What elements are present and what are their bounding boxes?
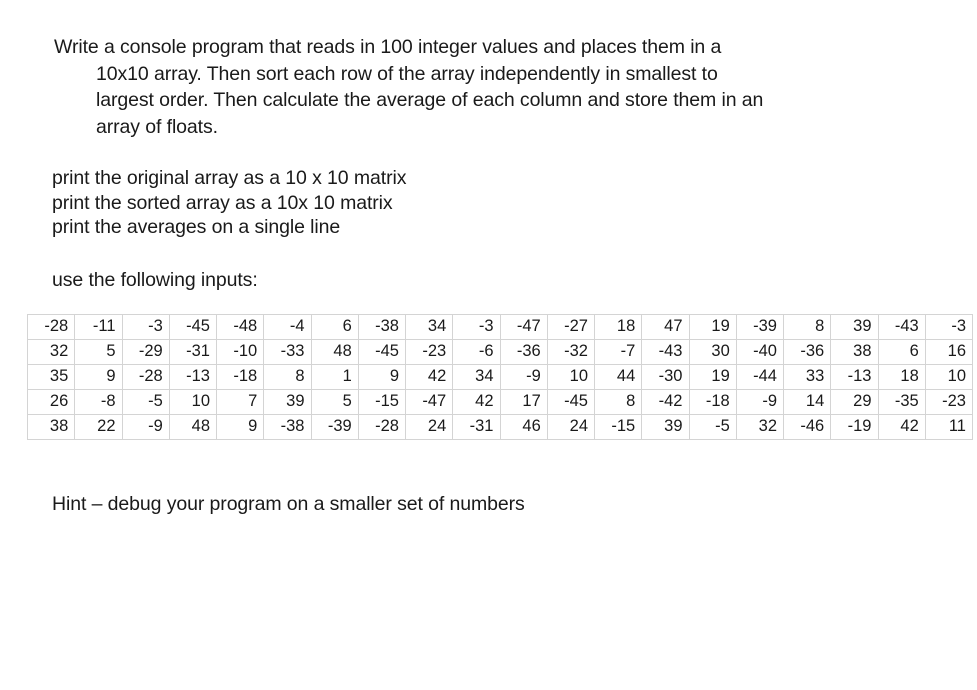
table-row xyxy=(28,339,973,364)
table-cell: -45 xyxy=(169,314,216,339)
table-cell: 39 xyxy=(831,314,878,339)
print-instruction-line: print the sorted array as a 10x 10 matrix xyxy=(52,191,393,214)
table-cell: -31 xyxy=(453,414,500,439)
table-cell: 17 xyxy=(500,389,547,414)
input-data-table xyxy=(27,314,973,440)
table-cell: -3 xyxy=(453,314,500,339)
table-cell: -23 xyxy=(925,389,972,414)
table-cell: -6 xyxy=(453,339,500,364)
table-cell: 1 xyxy=(311,364,358,389)
table-cell: 39 xyxy=(642,414,689,439)
table-cell: -44 xyxy=(736,364,783,389)
table-cell: 46 xyxy=(500,414,547,439)
table-cell: -43 xyxy=(642,339,689,364)
table-cell: 44 xyxy=(595,364,642,389)
table-cell: 38 xyxy=(831,339,878,364)
table-cell: -35 xyxy=(878,389,925,414)
table-cell: -43 xyxy=(878,314,925,339)
table-cell: -38 xyxy=(264,414,311,439)
table-cell: -18 xyxy=(689,389,736,414)
table-cell: -39 xyxy=(311,414,358,439)
table-cell: -13 xyxy=(169,364,216,389)
inputs-label: use the following inputs: xyxy=(52,268,258,291)
table-cell: -40 xyxy=(736,339,783,364)
table-cell: 6 xyxy=(878,339,925,364)
print-instructions xyxy=(52,166,953,240)
table-cell: -30 xyxy=(642,364,689,389)
intro-line: array of floats. xyxy=(96,115,218,138)
table-cell: -3 xyxy=(925,314,972,339)
table-cell: 9 xyxy=(217,414,264,439)
table-cell: -11 xyxy=(75,314,122,339)
table-cell: -45 xyxy=(547,389,594,414)
table-cell: -47 xyxy=(500,314,547,339)
table-cell: -9 xyxy=(122,414,169,439)
table-cell: -9 xyxy=(500,364,547,389)
table-cell: 18 xyxy=(595,314,642,339)
table-cell: 10 xyxy=(547,364,594,389)
table-cell: 5 xyxy=(75,339,122,364)
table-cell: 22 xyxy=(75,414,122,439)
table-cell: -15 xyxy=(358,389,405,414)
table-cell: -23 xyxy=(406,339,453,364)
table-cell: 16 xyxy=(925,339,972,364)
table-cell: -13 xyxy=(831,364,878,389)
table-body xyxy=(28,314,973,439)
table-cell: 10 xyxy=(169,389,216,414)
table-cell: -45 xyxy=(358,339,405,364)
table-cell: -3 xyxy=(122,314,169,339)
table-cell: -5 xyxy=(689,414,736,439)
table-cell: 18 xyxy=(878,364,925,389)
table-cell: 32 xyxy=(736,414,783,439)
intro-paragraph xyxy=(54,34,934,140)
table-cell: 42 xyxy=(406,364,453,389)
table-cell: 9 xyxy=(75,364,122,389)
table-cell: -46 xyxy=(784,414,831,439)
table-row xyxy=(28,414,973,439)
table-row xyxy=(28,314,973,339)
table-cell: -28 xyxy=(122,364,169,389)
table-cell: -33 xyxy=(264,339,311,364)
table-cell: 26 xyxy=(28,389,75,414)
table-cell: 8 xyxy=(264,364,311,389)
table-cell: -32 xyxy=(547,339,594,364)
table-cell: 29 xyxy=(831,389,878,414)
table-cell: 7 xyxy=(217,389,264,414)
table-cell: -36 xyxy=(784,339,831,364)
input-data-table-wrapper xyxy=(27,314,973,440)
table-cell: 10 xyxy=(925,364,972,389)
table-cell: 19 xyxy=(689,364,736,389)
table-cell: -28 xyxy=(28,314,75,339)
table-cell: -4 xyxy=(264,314,311,339)
table-cell: 14 xyxy=(784,389,831,414)
table-cell: -38 xyxy=(358,314,405,339)
table-cell: 8 xyxy=(595,389,642,414)
table-cell: 38 xyxy=(28,414,75,439)
table-cell: 42 xyxy=(878,414,925,439)
table-cell: -39 xyxy=(736,314,783,339)
table-cell: 19 xyxy=(689,314,736,339)
print-instruction-line: print the original array as a 10 x 10 matrix xyxy=(52,167,407,189)
table-cell: 47 xyxy=(642,314,689,339)
table-cell: -8 xyxy=(75,389,122,414)
table-cell: 34 xyxy=(453,364,500,389)
table-cell: -29 xyxy=(122,339,169,364)
table-cell: 48 xyxy=(311,339,358,364)
table-cell: 24 xyxy=(406,414,453,439)
table-cell: 11 xyxy=(925,414,972,439)
table-cell: 34 xyxy=(406,314,453,339)
intro-line: 10x10 array. Then sort each row of the array independently in smallest to xyxy=(96,62,718,85)
table-cell: -9 xyxy=(736,389,783,414)
table-cell: 39 xyxy=(264,389,311,414)
table-cell: 24 xyxy=(547,414,594,439)
table-cell: 32 xyxy=(28,339,75,364)
table-row xyxy=(28,364,973,389)
table-cell: 8 xyxy=(784,314,831,339)
table-cell: 6 xyxy=(311,314,358,339)
table-cell: -19 xyxy=(831,414,878,439)
table-cell: -31 xyxy=(169,339,216,364)
table-cell: 48 xyxy=(169,414,216,439)
table-cell: -18 xyxy=(217,364,264,389)
table-cell: -42 xyxy=(642,389,689,414)
table-cell: 35 xyxy=(28,364,75,389)
table-cell: 33 xyxy=(784,364,831,389)
hint-text: Hint – debug your program on a smaller set of numbers xyxy=(52,492,525,515)
table-cell: -27 xyxy=(547,314,594,339)
table-cell: -15 xyxy=(595,414,642,439)
intro-line: Write a console program that reads in 100 integer values and places them in a xyxy=(54,36,722,58)
table-row xyxy=(28,389,973,414)
table-cell: -48 xyxy=(217,314,264,339)
table-cell: 9 xyxy=(358,364,405,389)
print-instruction-line: print the averages on a single line xyxy=(52,216,341,238)
table-cell: -47 xyxy=(406,389,453,414)
table-cell: -7 xyxy=(595,339,642,364)
table-cell: 42 xyxy=(453,389,500,414)
table-cell: -28 xyxy=(358,414,405,439)
table-cell: -10 xyxy=(217,339,264,364)
table-cell: -36 xyxy=(500,339,547,364)
table-cell: -5 xyxy=(122,389,169,414)
intro-line: largest order. Then calculate the average of each column and store them in an xyxy=(96,89,764,111)
table-cell: 5 xyxy=(311,389,358,414)
table-cell: 30 xyxy=(689,339,736,364)
